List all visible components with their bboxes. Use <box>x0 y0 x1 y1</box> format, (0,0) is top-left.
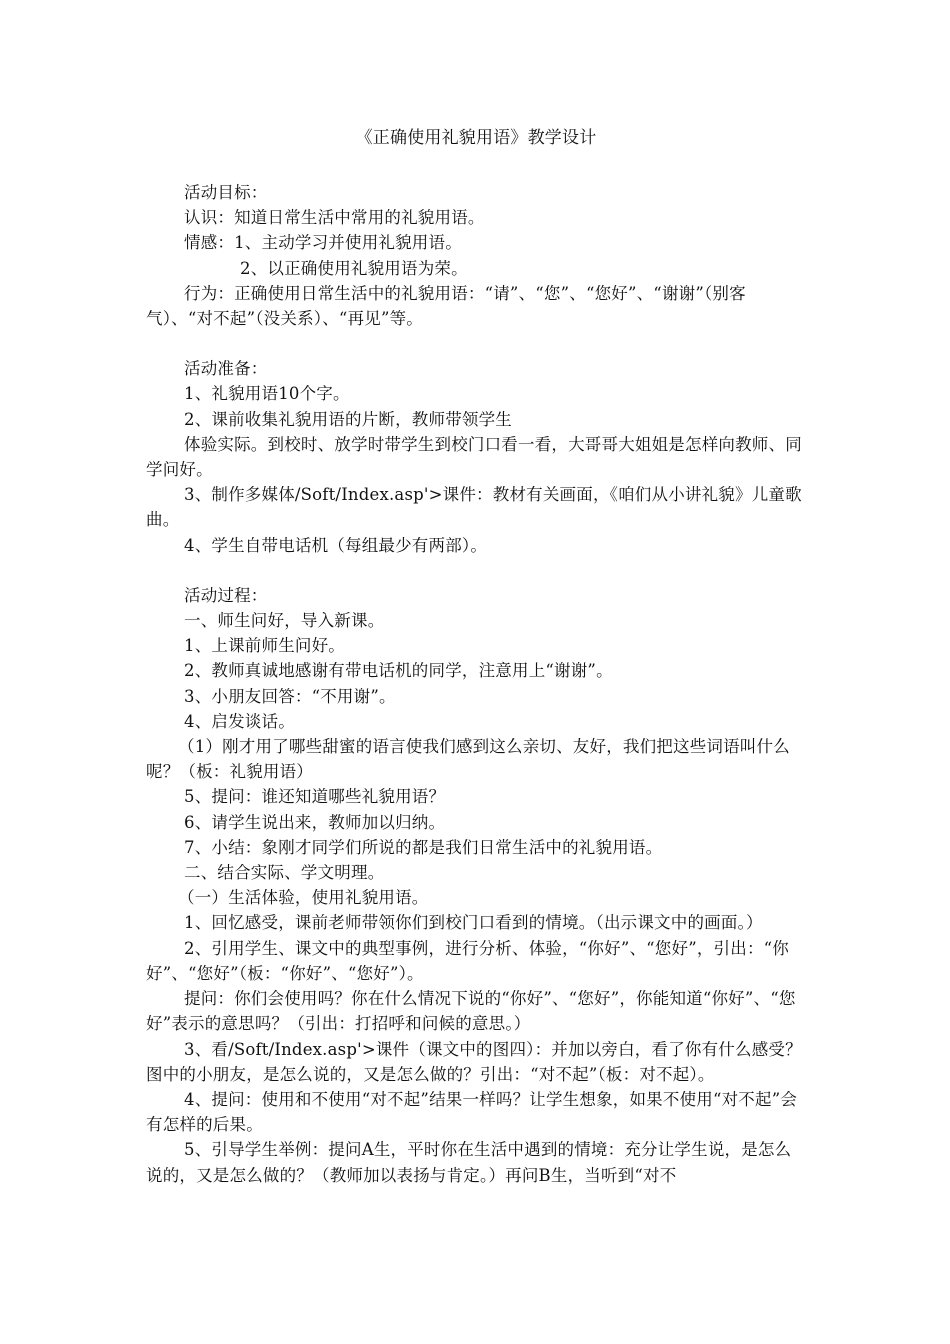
process-step-1-2: 2、教师真诚地感谢有带电话机的同学，注意用上“谢谢”。 <box>184 661 613 681</box>
process-step-2-2: 2、引用学生、课文中的典型事例，进行分析、体验，“你好”、“您好”，引出：“你好”、“您好”（板：“你好”、“您好”）。 <box>146 938 789 983</box>
goals-heading: 活动目标： <box>184 183 268 202</box>
prep-item-2-detail: 体验实际。到校时、放学时带学生到校门口看一看，大哥哥大姐姐是怎样向教师、同学问好。 <box>146 434 802 480</box>
process-part-2: 二、结合实际、学文明理。 <box>184 863 385 883</box>
goal-emotion-2: 2、以正确使用礼貌用语为荣。 <box>240 258 468 278</box>
section-gap <box>146 331 806 356</box>
process-step-1-1: 1、上课前师生问好。 <box>184 636 345 656</box>
prep-item-1: 1、礼貌用语10个字。 <box>184 384 350 404</box>
section-gap <box>146 558 806 583</box>
prep-item-3: 3、制作多媒体/Soft/Index.asp'>课件：教材有关画面，《咱们从小讲礼貌》儿童歌曲。 <box>146 485 802 530</box>
process-step-1-4a: （1）刚才用了哪些甜蜜的语言使我们感到这么亲切、友好，我们把这些词语叫什么呢？（板：礼貌用语） <box>146 737 790 782</box>
document-body <box>146 120 806 1188</box>
process-step-2-2-question: 提问：你们会使用吗？你在什么情况下说的“你好”、“您好”，你能知道“你好”、“您好”表示的意思吗？（引出：打招呼和问候的意思。） <box>146 989 796 1034</box>
process-step-1-3: 3、小朋友回答：“不用谢”。 <box>184 686 396 706</box>
goal-emotion-1: 情感：1、主动学习并使用礼貌用语。 <box>184 233 462 253</box>
process-step-2-1: 1、回忆感受，课前老师带领你们到校门口看到的情境。（出示课文中的画面。） <box>184 913 763 933</box>
goal-behavior: 行为：正确使用日常生活中的礼貌用语：“请”、“您”、“您好”、“谢谢”（别客气）、“对不起”（没关系）、“再见”等。 <box>146 283 746 329</box>
process-step-2-3: 3、看/Soft/Index.asp'>课件（课文中的图四）：并加以旁白，看了你有什么感受？图中的小朋友，是怎么说的，又是怎么做的？引出：“对不起”（板：对不起）。 <box>146 1039 802 1084</box>
process-step-1-6: 6、请学生说出来，教师加以归纳。 <box>184 812 446 832</box>
process-subsection-1: （一）生活体验，使用礼貌用语。 <box>178 888 429 908</box>
process-step-2-5: 5、引导学生举例：提问A生，平时你在生活中遇到的情境：充分让学生说，是怎么说的，又是怎么做的？（教师加以表扬与肯定。）再问B生，当听到“对不 <box>146 1140 792 1185</box>
process-step-2-4: 4、提问：使用和不使用“对不起”结果一样吗？让学生想象，如果不使用“对不起”会有怎样的后果。 <box>146 1089 798 1135</box>
goal-knowledge: 认识：知道日常生活中常用的礼貌用语。 <box>184 208 485 228</box>
document-title: 《正确使用礼貌用语》教学设计 <box>355 128 597 148</box>
process-heading: 活动过程： <box>184 585 268 605</box>
prep-heading: 活动准备： <box>184 359 268 379</box>
prep-item-4: 4、学生自带电话机（每组最少有两部）。 <box>184 535 488 555</box>
process-step-1-4: 4、启发谈话。 <box>184 711 295 731</box>
process-step-1-5: 5、提问：谁还知道哪些礼貌用语？ <box>184 787 446 807</box>
process-step-1-7: 7、小结：象刚才同学们所说的都是我们日常生活中的礼貌用语。 <box>184 837 663 857</box>
process-part-1: 一、师生问好，导入新课。 <box>184 611 385 631</box>
prep-item-2: 2、课前收集礼貌用语的片断，教师带领学生 <box>184 409 512 429</box>
